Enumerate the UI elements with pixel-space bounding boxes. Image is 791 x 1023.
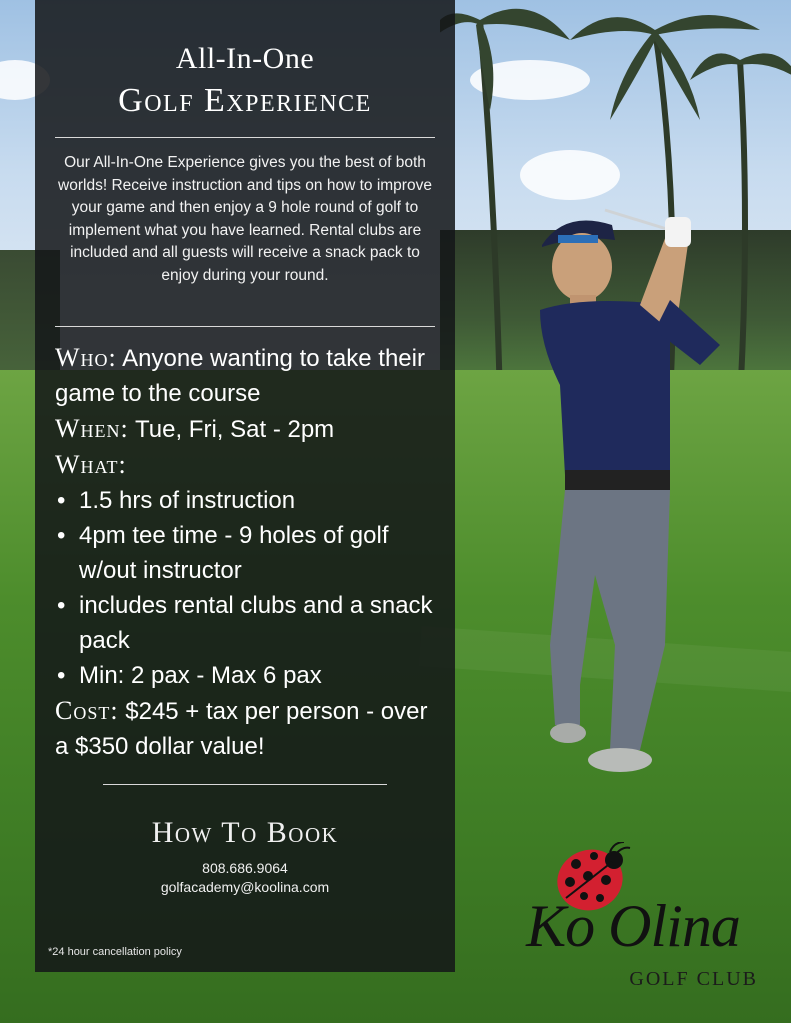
details-section	[55, 340, 447, 764]
cost-text: $245 + tax per person - over a $350 dollar value!	[55, 698, 428, 760]
what-line	[55, 447, 447, 483]
cancellation-note: *24 hour cancellation policy	[48, 946, 182, 958]
what-list	[55, 483, 447, 693]
list-item: • 4pm tee time - 9 holes of golf w/out instructor	[55, 518, 447, 588]
when-label: When:	[55, 414, 129, 443]
headline-line-1: All-In-One	[175, 42, 315, 75]
cost-line	[55, 693, 447, 764]
divider-top	[55, 137, 435, 138]
logo-subtitle: GOLF CLUB	[629, 968, 758, 990]
email-address[interactable]: golfacademy@koolina.com	[160, 879, 330, 895]
list-item: • Min: 2 pax - Max 6 pax	[55, 658, 447, 693]
who-label: Who:	[55, 343, 117, 372]
intro-paragraph: Our All-In-One Experience gives you the best of both worlds! Receive instruction and tips on how to improve your game and then enjoy a 9 hole round of golf to implement what you have learned. Rental clubs are included and all guests will receive a snack pack to enjoy during your round.	[58, 154, 432, 284]
who-line	[55, 340, 447, 411]
when-text: Tue, Fri, Sat - 2pm	[135, 416, 335, 443]
list-item: • 1.5 hrs of instruction	[55, 483, 447, 518]
info-panel	[35, 0, 455, 972]
who-text: Anyone wanting to take their game to the course	[55, 345, 425, 407]
golfer-figure	[520, 205, 740, 785]
cost-label: Cost:	[55, 696, 119, 725]
ko-olina-logo	[508, 842, 758, 1002]
list-item: • includes rental clubs and a snack pack	[55, 588, 447, 658]
headline-line-2: Golf Experience	[118, 82, 372, 119]
logo-name: Ko Olina	[526, 893, 740, 959]
how-to-book-title: How To Book	[151, 816, 339, 849]
when-line	[55, 411, 447, 447]
phone-number[interactable]: 808.686.9064	[202, 860, 288, 876]
divider-bottom	[103, 784, 387, 785]
divider-middle	[55, 326, 435, 327]
what-label: What:	[55, 450, 127, 479]
